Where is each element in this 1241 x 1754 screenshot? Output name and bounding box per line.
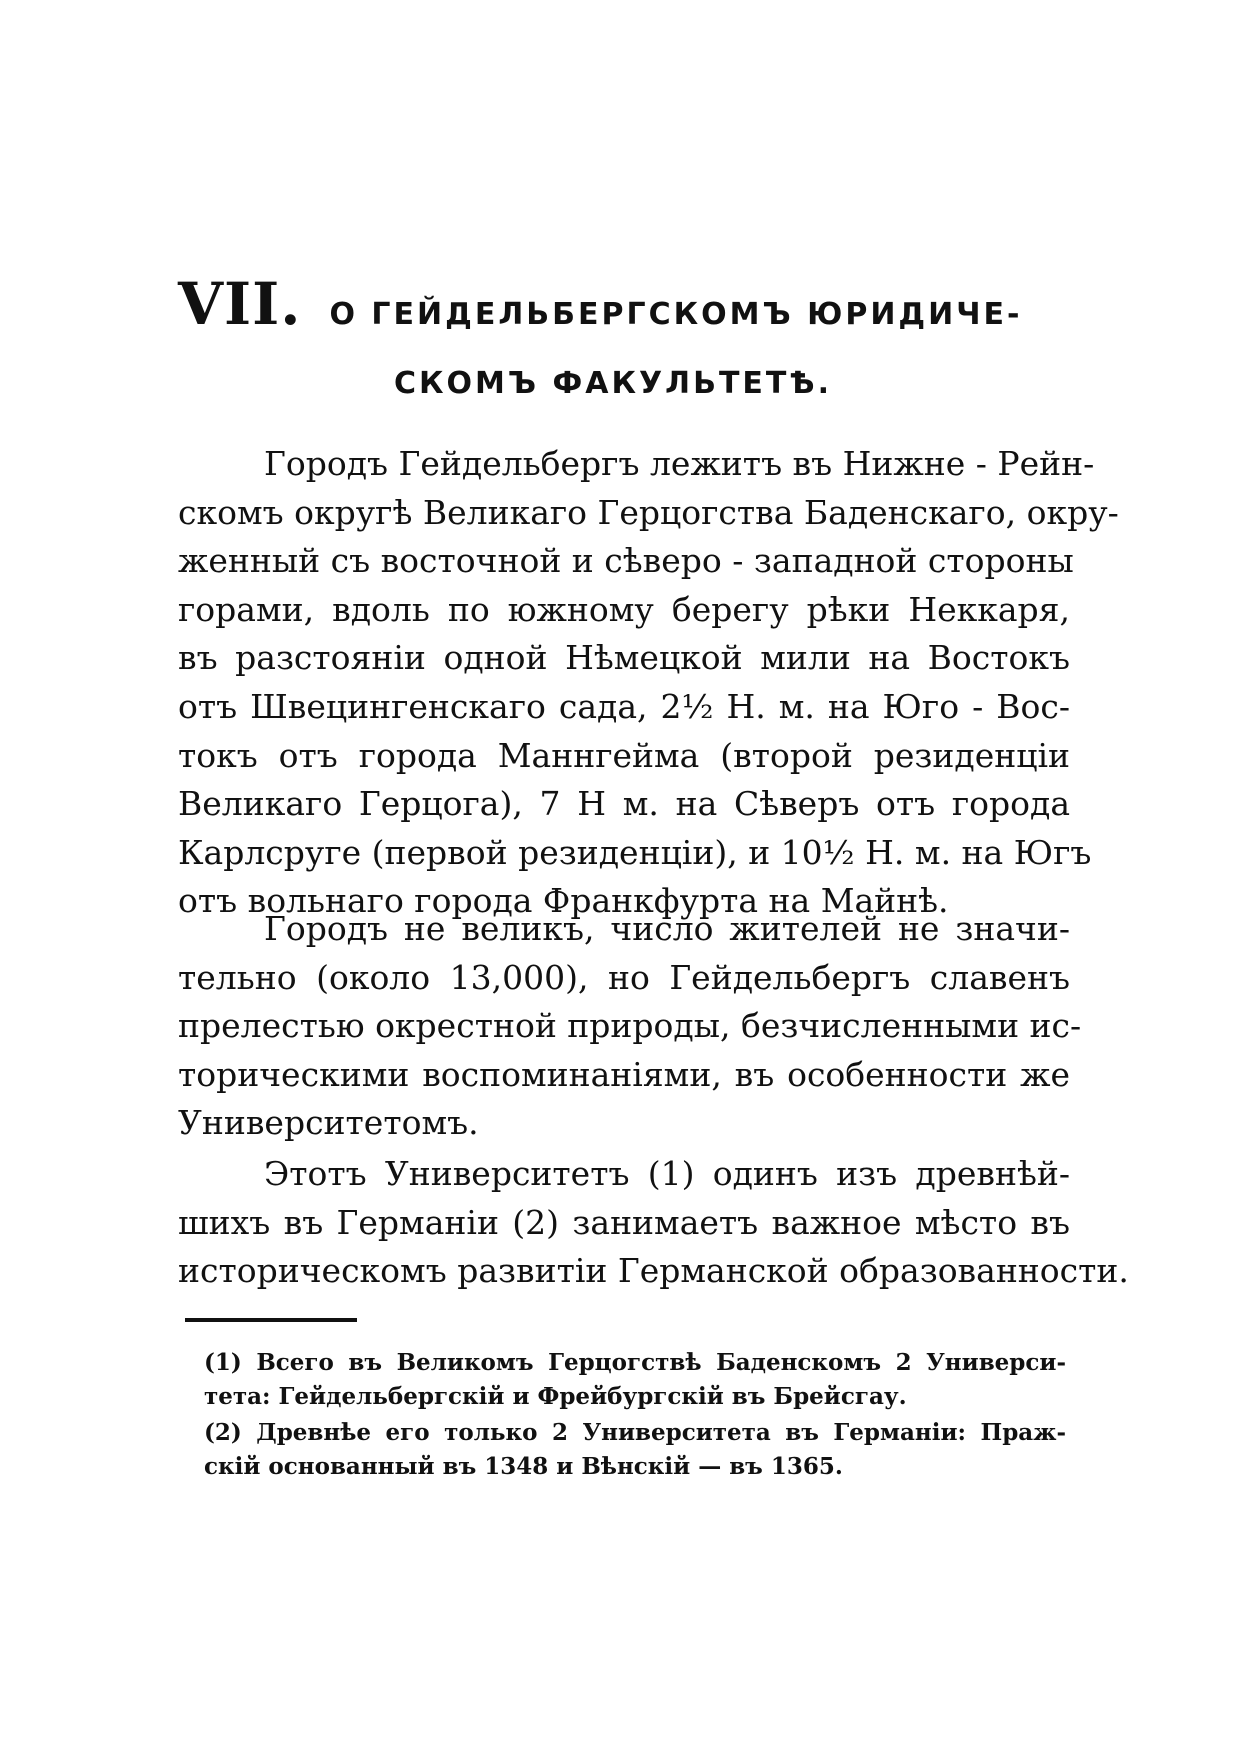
paragraph-line: Великаго Герцога), 7 Н м. на Сѣверъ отъ города (178, 784, 1070, 824)
paragraph-line: горами, вдоль по южному берегу рѣки Неккаря, (178, 589, 1070, 629)
paragraph-line: Университетомъ. (178, 1103, 479, 1143)
paragraph-line: скомъ округѣ Великаго Герцогства Баденскаго, окру- (178, 492, 1119, 532)
footnote-line: (2) Древнѣе его только 2 Университета въ Германіи: Праж- (204, 1419, 1066, 1446)
chapter-title-part-1: О ГЕЙДЕЛЬБЕРГСКОМЪ ЮРИДИЧЕ- (329, 297, 1023, 332)
footnote-line: тета: Гейдельбергскій и Фрейбургскій въ Брейсгау. (204, 1383, 907, 1410)
paragraph-line: женный съ восточной и сѣверо - западной стороны (178, 541, 1074, 581)
paragraph-2 (178, 905, 1082, 1148)
paragraph-line: Городъ не великъ, число жителей не значи- (264, 909, 1070, 948)
paragraph-line: въ разстояніи одной Нѣмецкой мили на Востокъ (178, 638, 1070, 678)
paragraph-line: отъ Швецингенскаго сада, 2½ Н. м. на Юго - Вос- (178, 686, 1070, 726)
paragraph-line: прелестью окрестной природы, безчисленными ис- (178, 1006, 1082, 1046)
paragraph-line: тельно (около 13,000), но Гейдельбергъ славенъ (178, 957, 1070, 997)
paragraph-line: токъ отъ города Маннгейма (второй резиденціи (178, 735, 1070, 775)
paragraph-line: Карлсруге (первой резиденціи), и 10½ Н. м. на Югъ (178, 832, 1092, 872)
chapter-heading (178, 270, 1078, 401)
paragraph-line: отъ вольнаго города Франкфурта на Майнѣ. (178, 881, 949, 921)
chapter-heading-line-1 (178, 270, 1078, 338)
paragraph-line: Городъ Гейдельбергъ лежитъ въ Нижне - Рейн- (264, 444, 1095, 483)
footnote-line: скій основанный въ 1348 и Вѣнскій — въ 1365. (204, 1453, 843, 1480)
footnote-separator (185, 1318, 357, 1322)
paragraph-3 (178, 1150, 1129, 1296)
footnote-line: (1) Всего въ Великомъ Герцогствѣ Баденскомъ 2 Универси- (204, 1349, 1066, 1376)
paragraph-line: Этотъ Университетъ (1) одинъ изъ древнѣй- (264, 1154, 1070, 1193)
chapter-number: VII. (178, 270, 302, 338)
chapter-title-part-2: СКОМЪ ФАКУЛЬТЕТѢ. (394, 366, 832, 401)
paragraph-line: шихъ въ Германіи (2) занимаетъ важное мѣсто въ (178, 1202, 1070, 1242)
paragraph-line: историческомъ развитіи Германской образованности. (178, 1251, 1129, 1291)
footnote-1 (204, 1346, 1066, 1414)
paragraph-line: торическими воспоминаніями, въ особенности же (178, 1054, 1070, 1094)
footnote-2 (204, 1416, 1066, 1484)
paragraph-1 (178, 440, 1119, 926)
